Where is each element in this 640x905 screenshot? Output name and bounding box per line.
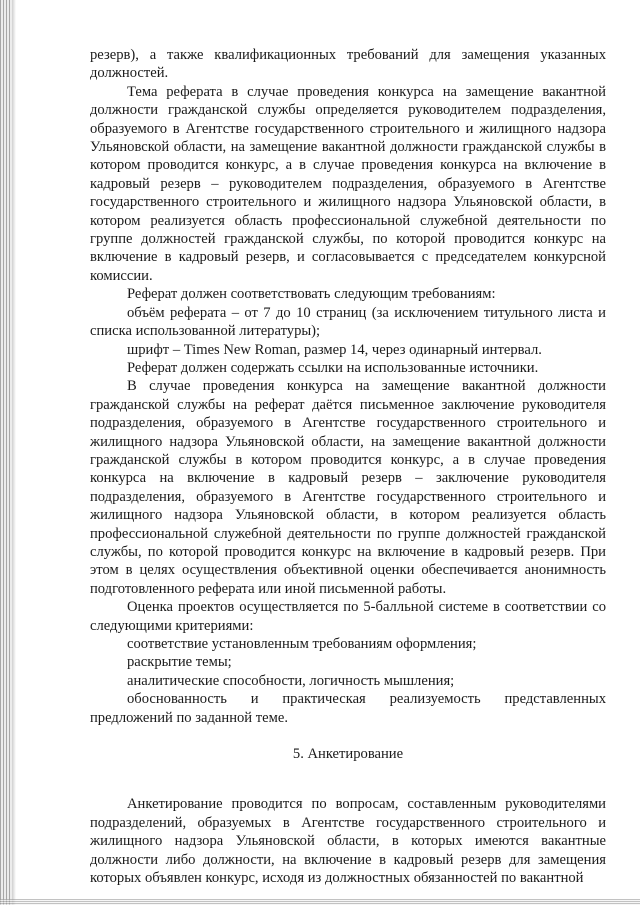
scan-left-edge — [0, 0, 12, 905]
paragraph-continuation: резерв), а также квалификационных требований для замещения указанных должностей. — [90, 47, 606, 82]
criteria-item: обоснованность и практическая реализуемость представленных предложений по заданной теме. — [90, 691, 606, 726]
criteria-item: раскрытие темы; — [127, 654, 232, 671]
paragraph-questionnaire: Анкетирование проводится по вопросам, составленным руководителями подразделений, образуемых в Агентстве государственного строительного и жилищного надзора Ульяновской области, в которых имеются вакантные должности либо должности, на включение в кадровый резерв для замещения которых объявлен конкурс, исходя из должностных обязанностей по вакантной — [90, 796, 606, 887]
scan-bottom-edge — [0, 899, 640, 905]
paragraph-evaluation: Оценка проектов осуществляется по 5-балльной системе в соответствии со следующими критериями: — [90, 599, 606, 634]
criteria-item: аналитические способности, логичность мышления; — [127, 672, 455, 689]
criteria-item: соответствие установленным требованиям оформления; — [127, 636, 477, 652]
paragraph-references: Реферат должен содержать ссылки на использованные источники. — [127, 359, 539, 376]
paragraph-conclusion: В случае проведения конкурса на замещение вакантной должности гражданской службы на реферат даётся письменное заключение руководителя подразделения, образуемого в Агентстве государственного строительного и жилищного надзора Ульяновской области, на замещение вакантной должности гражданской службы в котором проводится конкурс, а в случае проведения конкурса на включение в кадровый резерв – заключение руководителя подразделения, образуемого в Агентстве государственного строительного и жилищного надзора Ульяновской области, в котором реализуется область профессиональной служебной деятельности по группе должностей гражданской службы, по которой проводится конкурс на включение в кадровый резерв. При этом в целях осуществления объективной оценки обеспечивается анонимность подготовленного реферата или иной письменной работы. — [90, 378, 606, 597]
document-page — [90, 46, 606, 887]
scan-left-shadow — [12, 0, 16, 905]
paragraph-requirements-intro: Реферат должен соответствовать следующим требованиям: — [127, 286, 496, 303]
paragraph-topic: Тема реферата в случае проведения конкурса на замещение вакантной должности гражданской службы определяется руководителем подразделения, образуемого в Агентстве государственного строительного и жилищного надзора Ульяновской области, на замещение вакантной должности гражданской службы в котором проводится конкурс, а в случае проведения конкурса на включение в кадровый резерв – руководителем подразделения, образуемого в Агентстве государственного строительного и жилищного надзора Ульяновской области, в котором реализуется область профессиональной служебной деятельности по группе должностей гражданской службы, по которой проводится конкурс на включение в кадровый резерв, и согласовывается с председателем конкурсной комиссии. — [90, 83, 606, 284]
section-heading: 5. Анкетирование — [292, 746, 404, 763]
paragraph-volume: объём реферата – от 7 до 10 страниц (за исключением титульного листа и списка использованной литературы); — [90, 304, 606, 340]
paragraph-font: шрифт – Times New Roman, размер 14, через одинарный интервал. — [127, 341, 542, 358]
